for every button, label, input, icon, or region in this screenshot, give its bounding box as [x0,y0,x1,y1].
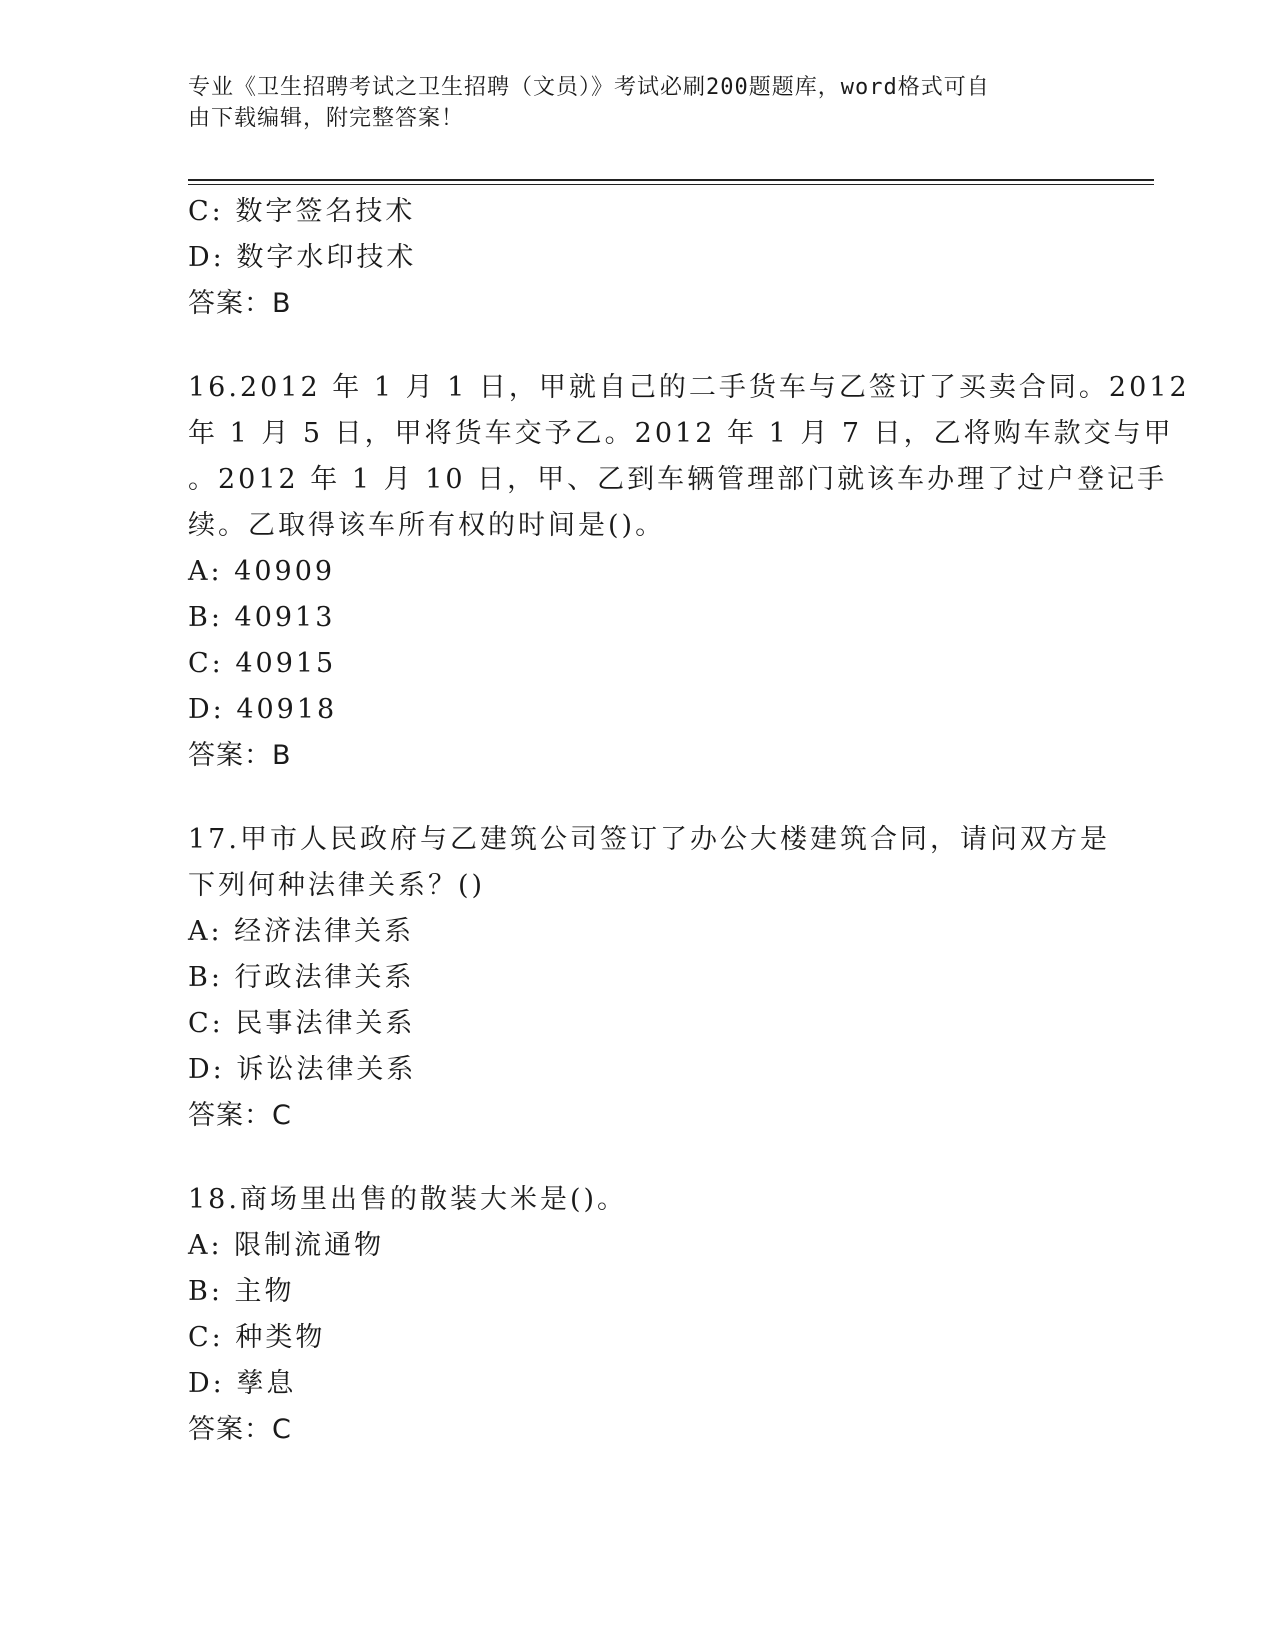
question-text-line: 下列何种法律关系？() [188,870,486,901]
option-d: D: 孳息 [188,1368,297,1399]
header-line-2: 由下载编辑，附完整答案！ [188,106,465,131]
question-text-line: 年 1 月 5 日，甲将货车交予乙。2012 年 1 月 7 日，乙将购车款交与甲 [188,418,1174,449]
question-text-line: 18.商场里出售的散装大米是()。 [188,1184,628,1215]
question-text-line: 17.甲市人民政府与乙建筑公司签订了办公大楼建筑合同，请问双方是 [188,824,1110,855]
question-text-line: 续。乙取得该车所有权的时间是()。 [188,510,666,541]
option-c: C: 40915 [188,648,337,679]
block-spacer [188,779,1088,817]
answer-line: 答案：B [188,740,292,771]
option-d: D: 数字水印技术 [188,242,417,273]
block-spacer [188,327,1088,365]
block-spacer [188,1139,1088,1177]
answer-line: 答案：B [188,288,292,319]
header-line-1: 专业《卫生招聘考试之卫生招聘（文员）》考试必刷200题题库，word格式可自 [188,75,990,100]
document-body [188,189,1190,1453]
option-a: A: 40909 [188,556,336,587]
question-block-18 [188,1177,1088,1453]
header-divider-thin [188,184,1154,185]
option-c: C: 种类物 [188,1322,326,1353]
option-c: C: 民事法律关系 [188,1008,416,1039]
question-block-16 [188,365,1190,779]
question-text-line: 16.2012 年 1 月 1 日，甲就自己的二手货车与乙签订了买卖合同。2012 [188,372,1190,403]
option-b: B: 主物 [188,1276,295,1307]
option-c: C: 数字签名技术 [188,196,416,227]
option-a: A: 经济法律关系 [188,916,415,947]
question-block-17 [188,817,1110,1139]
document-header [188,72,1068,134]
option-d: D: 诉讼法律关系 [188,1054,417,1085]
question-text-line: 。2012 年 1 月 10 日，甲、乙到车辆管理部门就该车办理了过户登记手 [188,464,1168,495]
option-b: B: 40913 [188,602,336,633]
option-d: D: 40918 [188,694,338,725]
option-a: A: 限制流通物 [188,1230,385,1261]
answer-line: 答案：C [188,1100,292,1131]
option-b: B: 行政法律关系 [188,962,415,993]
header-divider-thick [188,179,1154,181]
answer-line: 答案：C [188,1414,292,1445]
prev-question-block [188,189,1088,327]
